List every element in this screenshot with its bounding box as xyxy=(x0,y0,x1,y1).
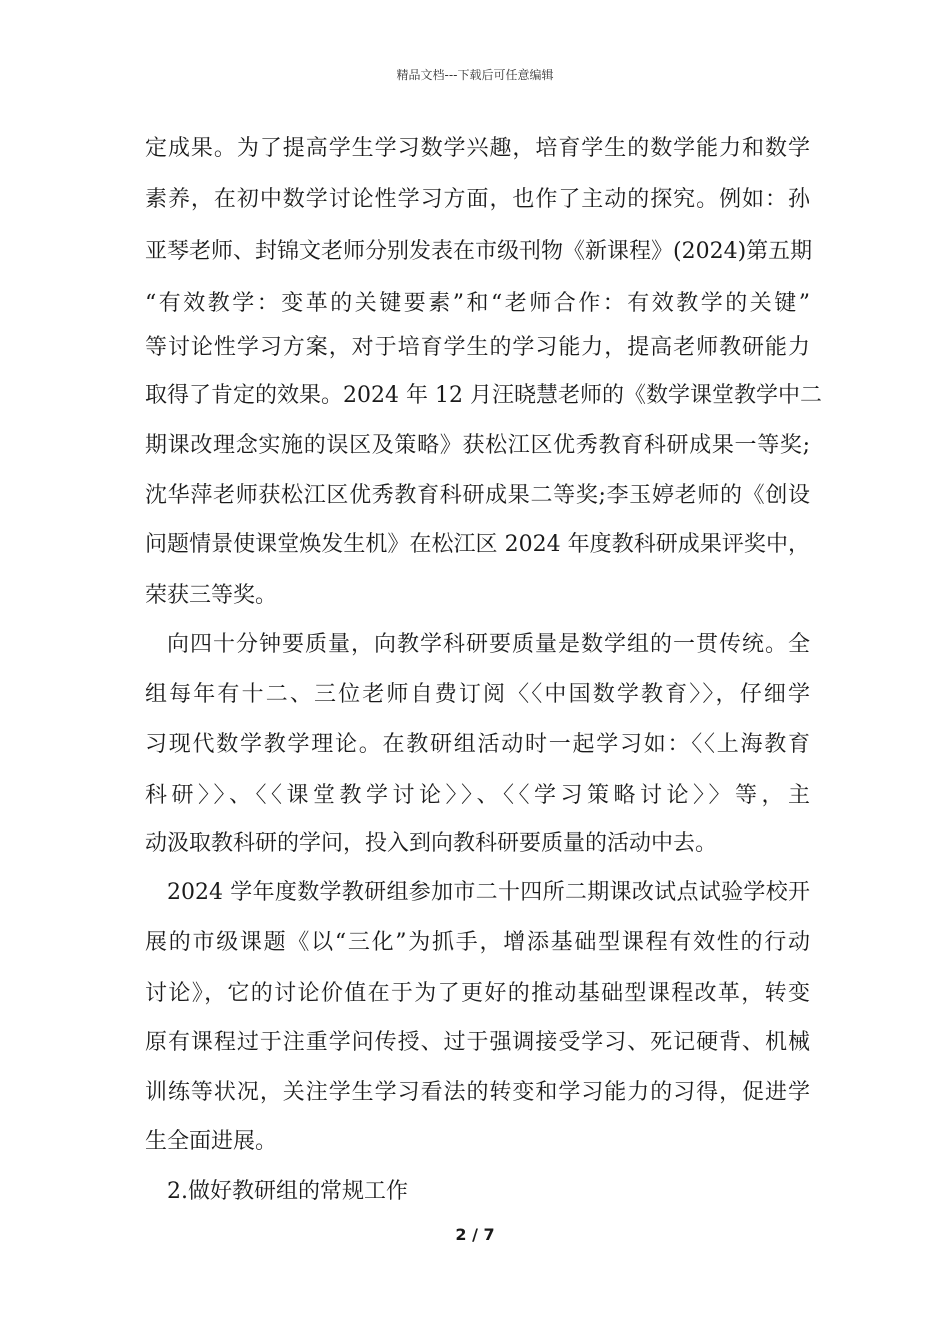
paragraph-line: 科研〉〉、〈〈课堂教学讨论〉〉、〈〈学习策略讨论〉〉等，主 xyxy=(145,783,810,808)
paragraph-line: 展的市级课题《以“三化”为抓手，增添基础型课程有效性的行动 xyxy=(145,930,810,955)
paragraph-line: 组每年有十二、三位老师自费订阅〈〈中国数学教育〉〉，仔细学 xyxy=(145,682,810,707)
paragraph-line: “有效教学：变革的关键要素”和“老师合作：有效教学的关键” xyxy=(145,291,810,316)
paragraph-line: 素养，在初中数学讨论性学习方面，也作了主动的探究。例如：孙 xyxy=(145,187,810,212)
paragraph-line: 生全面进展。 xyxy=(145,1129,278,1154)
paragraph-line: 讨论》，它的讨论价值在于为了更好的推动基础型课程改革，转变 xyxy=(145,981,810,1006)
page-number: 2 / 7 xyxy=(455,1225,495,1244)
paragraph-line: 沈华萍老师获松江区优秀教育科研成果二等奖;李玉婷老师的《创设 xyxy=(145,483,810,508)
paragraph-line: 定成果。为了提高学生学习数学兴趣，培育学生的数学能力和数学 xyxy=(145,136,810,161)
paragraph-line: 原有课程过于注重学问传授、过于强调接受学习、死记硬背、机械 xyxy=(145,1030,810,1055)
section-heading: 2.做好教研组的常规工作 xyxy=(167,1179,408,1204)
paragraph-line: 动汲取教科研的学问，投入到向教科研要质量的活动中去。 xyxy=(145,831,718,856)
paragraph-line: 荣获三等奖。 xyxy=(145,583,278,608)
paragraph-line: 向四十分钟要质量，向教学科研要质量是数学组的一贯传统。全 xyxy=(167,632,810,657)
page-header: 精品文档---下载后可任意编辑 xyxy=(396,68,554,82)
paragraph-line: 期课改理念实施的误区及策略》获松江区优秀教育科研成果一等奖; xyxy=(145,433,810,458)
paragraph-line: 问题情景使课堂焕发生机》在松江区 2024 年度教科研成果评奖中， xyxy=(145,532,810,557)
paragraph-line: 等讨论性学习方案，对于培育学生的学习能力，提高老师教研能力 xyxy=(145,335,810,360)
paragraph-line: 2024 学年度数学教研组参加市二十四所二期课改试点试验学校开 xyxy=(167,880,810,905)
paragraph-line: 取得了肯定的效果。2024 年 12 月汪晓慧老师的《数学课堂教学中二 xyxy=(145,383,822,408)
paragraph-line: 亚琴老师、封锦文老师分别发表在市级刊物《新课程》(2024)第五期 xyxy=(145,239,813,264)
paragraph-line: 习现代数学教学理论。在教研组活动时一起学习如：〈〈上海教育 xyxy=(145,732,810,757)
paragraph-line: 训练等状况，关注学生学习看法的转变和学习能力的习得，促进学 xyxy=(145,1080,810,1105)
